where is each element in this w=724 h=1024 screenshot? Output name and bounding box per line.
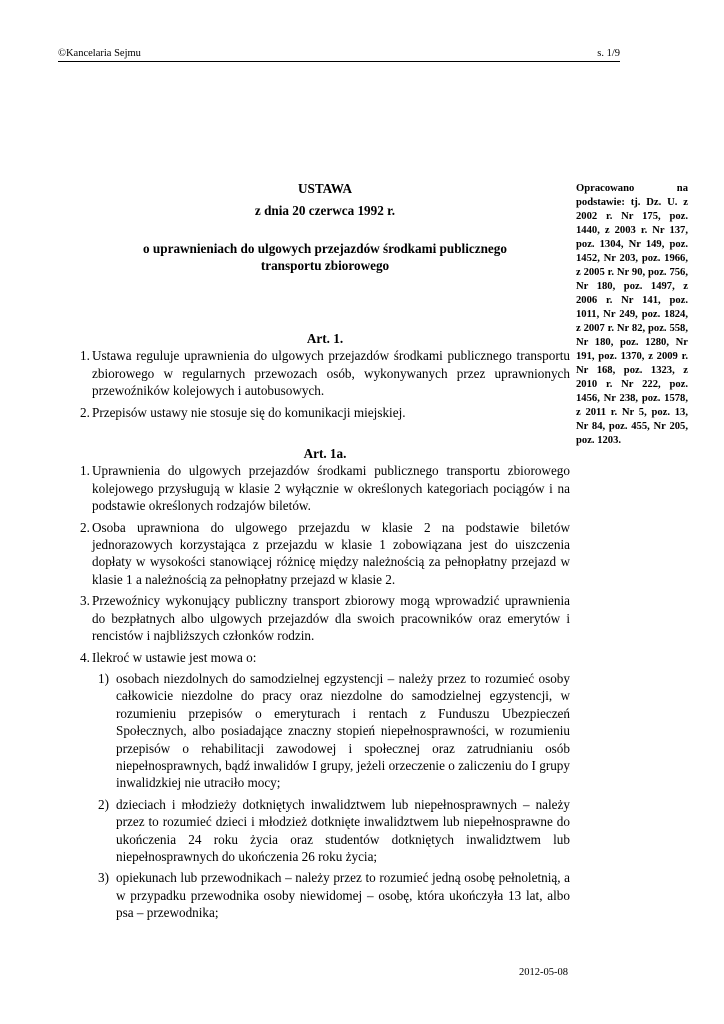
- paragraph-text: Uprawnienia do ulgowych przejazdów środkami publicznego transportu zbiorowego kolejowego przysługują w klasie 2 wyłącznie w określonych kategoriach pociągów i na podstawie określonych rodzajów biletów.: [92, 463, 570, 514]
- publisher-label: ©Kancelaria Sejmu: [58, 48, 141, 59]
- paragraph-number: 3.: [80, 593, 90, 609]
- paragraph-number: 2.: [80, 404, 90, 420]
- list-item-number: 1): [98, 670, 109, 686]
- list-item: [80, 869, 570, 921]
- paragraph: [80, 462, 570, 514]
- paragraph: [80, 592, 570, 644]
- list-item-text: dzieciach i młodzieży dotkniętych inwalidztwem lub niepełnosprawnych – należy przez to rozumieć dzieci i młodzież dotknięte inwalidztwem lub niepełnosprawne do ukończenia 24 roku życia oraz studentów dotkniętych inwalidztwem lub niepełnosprawnych do ukończenia 26 roku życia;: [116, 796, 570, 864]
- list-item-number: 2): [98, 796, 109, 812]
- paragraph-number: 1.: [80, 463, 90, 479]
- paragraph-text: Przewoźnicy wykonujący publiczny transport zbiorowy mogą wprowadzić uprawnienia do bezpłatnych albo ulgowych przejazdów dla swoich pracowników oraz emerytów i rencistów i najbliższych członków rodzin.: [92, 593, 570, 644]
- document-date: 2012-05-08: [519, 967, 568, 978]
- document-body: [80, 330, 570, 922]
- paragraph-number: 4.: [80, 649, 90, 665]
- list-item-number: 3): [98, 870, 109, 886]
- article-heading: Art. 1a.: [303, 446, 347, 462]
- paragraph: [80, 404, 570, 421]
- paragraph: [80, 519, 570, 589]
- list-item-text: osobach niezdolnych do samodzielnej egzystencji – należy przez to rozumieć osoby całkowicie niezdolne do pracy oraz niezdolne do samodzielnej egzystencji, w rozumieniu przepisów o emeryturach i rentach z Funduszu Ubezpieczeń Społecznych, albo posiadające znaczny stopień niepełnosprawności, w rozumieniu przepisów o rehabilitacji zawodowej i społecznej oraz zatrudnianiu osób niepełnosprawnych, bądź inwalidów I grupy, jeżeli orzeczenie o zaliczeniu do I grupy inwalidzkiej nie utraciło mocy;: [116, 670, 570, 791]
- source-note: Opracowano na podstawie: tj. Dz. U. z 2002 r. Nr 175, poz. 1440, z 2003 r. Nr 137, poz. 1304, Nr 149, poz. 1452, Nr 203, poz. 1966, z 2005 r. Nr 90, poz. 756, Nr 180, poz. 1497, z 2006 r. Nr 141, poz. 1011, Nr 249, poz. 1824, z 2007 r. Nr 82, poz. 558, Nr 180, poz. 1280, Nr 191, poz. 1370, z 2009 r. Nr 168, poz. 1323, z 2010 r. Nr 222, poz. 1456, Nr 238, poz. 1578, z 2011 r. Nr 5, poz. 13, Nr 84, poz. 455, Nr 205, poz. 1203.: [576, 183, 688, 446]
- paragraph-number: 1.: [80, 348, 90, 364]
- paragraph-text: Ustawa reguluje uprawnienia do ulgowych przejazdów środkami publicznego transportu zbiorowego w regularnych przewozach osób, wykonywanych przez uprawnionych przewoźników kolejowych i autobusowych.: [92, 348, 570, 399]
- page-header: [58, 47, 620, 62]
- page-number: s. 1/9: [597, 48, 620, 59]
- paragraph: [80, 649, 570, 666]
- act-date: z dnia 20 czerwca 1992 r.: [254, 203, 396, 218]
- list-item: [80, 670, 570, 792]
- paragraph: [80, 347, 570, 399]
- paragraph-text: Ilekroć w ustawie jest mowa o:: [92, 649, 257, 665]
- list-item: [80, 796, 570, 866]
- list-item-text: opiekunach lub przewodnikach – należy przez to rozumieć jedną osobę pełnoletnią, a w przypadku przewodnika osoby niewidomej – osobę, która ukończyła 13 lat, albo psa – przewodnika;: [116, 870, 570, 921]
- paragraph-text: Osoba uprawniona do ulgowego przejazdu w klasie 2 na podstawie biletów jednorazowych korzystająca z przejazdu w klasie 1 zobowiązana jest do uiszczenia dopłaty w wysokości stanowiącej różnicę między należnością za pełnopłatny przejazd w klasie 1 a należnością za pełnopłatny przejazd w klasie 2.: [92, 519, 570, 587]
- paragraph-text: Przepisów ustawy nie stosuje się do komunikacji miejskiej.: [92, 404, 406, 420]
- article-heading: Art. 1.: [306, 331, 344, 346]
- act-subject: o uprawnieniach do ulgowych przejazdów środkami publicznego transportu zbiorowego: [143, 241, 507, 273]
- act-type: USTAWA: [298, 181, 352, 196]
- paragraph-number: 2.: [80, 519, 90, 535]
- act-title: [80, 180, 570, 274]
